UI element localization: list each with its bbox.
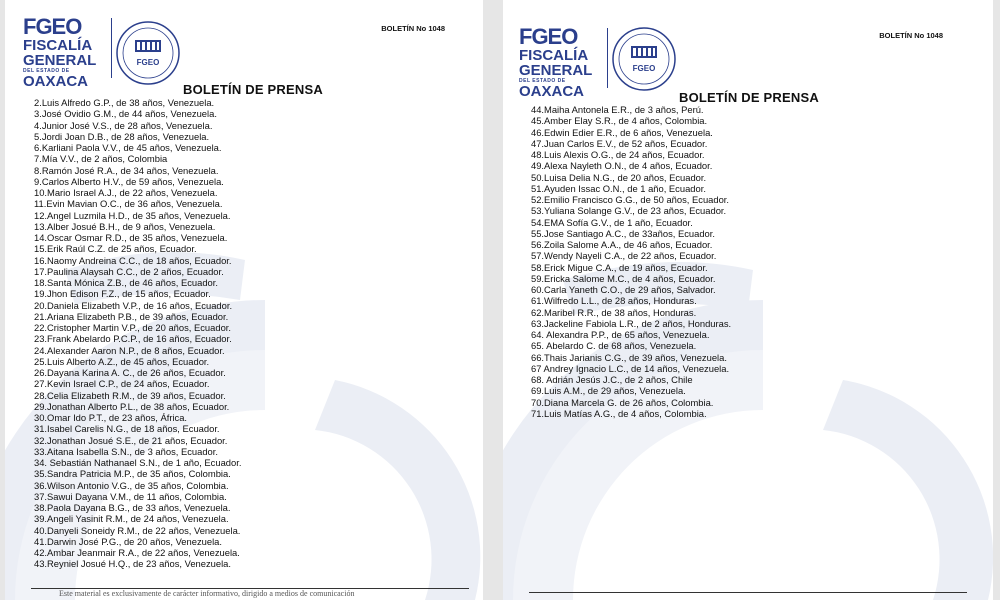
list-item: 68. Adrián Jesús J.C., de 2 años, Chile: [531, 374, 693, 385]
list-item: 22.Cristopher Martin V.P., de 20 años, Ecuador.: [34, 322, 231, 333]
document-page-left: [5, 0, 483, 600]
list-item: 49.Alexa Nayleth O.N., de 4 años, Ecuador.: [531, 160, 713, 172]
list-item: 23.Frank Abelardo P.C.P., de 16 años, Ecuador.: [34, 333, 232, 345]
list-item: 55.Jose Santiago A.C., de 33años, Ecuador.: [531, 227, 715, 239]
list-item: 34. Sebastián Nathanael S.N., de 1 año, Ecuador.: [34, 457, 242, 468]
list-item: 21.Ariana Elizabeth P.B., de 39 años, Ecuador.: [34, 310, 229, 322]
list-item: 59.Ericka Salome M.C., de 4 años, Ecuador.: [531, 272, 716, 284]
footer-divider: [529, 592, 967, 593]
list-item: 58.Erick Migue C.A., de 19 años, Ecuador.: [531, 261, 708, 273]
bulletin-number: BOLETÍN No 1048: [879, 31, 943, 40]
list-item: 18.Santa Mónica Z.B., de 46 años, Ecuador.: [34, 277, 218, 288]
list-item: 60.Carla Yaneth C.O., de 29 años, Salvador.: [531, 284, 716, 295]
logo-line-1: FISCALÍA: [519, 47, 589, 64]
logo-acronym: FGEO: [519, 24, 578, 49]
list-item: 61.Wilfredo L.L., de 28 años, Honduras.: [531, 295, 697, 307]
list-item: 30.Omar Ido P.T., de 23 años, África.: [34, 412, 188, 423]
list-item: 48.Luis Alexis O.G., de 24 años, Ecuador.: [531, 149, 705, 160]
list-item: 13.Alber Josué B.H., de 9 años, Venezuela.: [34, 220, 216, 232]
footer-disclaimer: Este material es exclusivamente de carácter informativo, dirigido a medios de comunicación: [59, 589, 355, 598]
list-item: 6.Karliani Paola V.V., de 45 años, Venezuela.: [34, 142, 222, 153]
list-item: 14.Oscar Osmar R.D., de 35 años, Venezuela.: [34, 232, 228, 243]
logo-wordmark: [23, 38, 96, 89]
logo-line-3: DEL ESTADO DE: [23, 68, 70, 74]
list-item: 27.Kevin Israel C.P., de 24 años, Ecuador.: [34, 378, 210, 390]
document-title: BOLETÍN DE PRENSA: [183, 82, 323, 97]
list-item: 12.Angel Luzmila H.D., de 35 años, Venezuela.: [34, 209, 231, 221]
list-item: 43.Reyniel Josué H.Q., de 23 años, Venezuela.: [34, 558, 232, 570]
list-item: 62.Maribel R.R., de 38 años, Honduras.: [531, 306, 697, 318]
logo-acronym: FGEO: [23, 14, 82, 39]
list-item: 39.Angeli Yasinit R.M., de 24 años, Venezuela.: [34, 513, 229, 525]
fgeo-logo: [519, 24, 679, 100]
seal-text: FGEO: [632, 64, 656, 73]
logo-line-4: OAXACA: [519, 83, 585, 100]
list-item: 41.Darwin José P.G., de 20 años, Venezuela.: [34, 535, 222, 547]
list-item: 11.Evin Mavian O.C., de 36 años, Venezuela.: [34, 198, 223, 210]
list-item: 26.Dayana Karina A. C., de 26 años, Ecuador.: [34, 367, 226, 378]
list-item: 46.Edwin Edier E.R., de 6 años, Venezuela.: [531, 126, 713, 138]
logo-wordmark: [519, 48, 592, 99]
list-item: 70.Diana Marcela G. de 26 años, Colombia.: [531, 396, 714, 408]
list-item: 35.Sandra Patricia M.P., de 35 años, Colombia.: [34, 468, 231, 480]
list-item: 7.Mía V.V., de 2 años, Colombia: [34, 153, 168, 165]
list-item: 38.Paola Dayana B.G., de 33 años, Venezuela.: [34, 502, 231, 513]
document-page-right: [503, 0, 993, 600]
list-item: 47.Juan Carlos E.V., de 52 años, Ecuador.: [531, 137, 708, 149]
list-item: 64. Alexandra P.P., de 65 años, Venezuela.: [531, 329, 710, 340]
list-item: 20.Daniela Elizabeth V.P., de 16 años, Ecuador.: [34, 299, 233, 311]
list-item: 8.Ramón José R.A., de 34 años, Venezuela.: [34, 164, 219, 176]
bulletin-number: BOLETÍN No 1048: [381, 24, 445, 33]
list-item: 42.Ambar Jeanmair R.A., de 22 años, Venezuela.: [34, 547, 240, 558]
list-item: 28.Celia Elizabeth R.M., de 39 años, Ecuador.: [34, 389, 226, 401]
logo-line-2: GENERAL: [23, 52, 97, 69]
list-item: 15.Erik Raúl C.Z. de 25 años, Ecuador.: [34, 243, 197, 255]
list-item: 2.Luis Alfredo G.P., de 38 años, Venezuela.: [34, 97, 215, 108]
list-item: 54.EMA Sofía G.V., de 1 año, Ecuador.: [531, 216, 693, 228]
document-title: BOLETÍN DE PRENSA: [679, 90, 819, 105]
official-seal-icon: [611, 26, 677, 92]
list-item: 33.Aitana Isabella S.N., de 3 años, Ecuador.: [34, 445, 218, 457]
list-item: 53.Yuliana Solange G.V., de 23 años, Ecuador.: [531, 205, 727, 217]
list-item: 71.Luis Matías A.G., de 4 años, Colombia.: [531, 407, 707, 419]
list-item: 45.Amber Elay S.R., de 4 años, Colombia.: [531, 115, 708, 127]
official-seal-icon: [115, 20, 181, 86]
list-item: 16.Naomy Andreina C.C., de 18 años, Ecuador.: [34, 254, 232, 266]
list-item: 40.Danyeli Soneidy R.M., de 22 años, Venezuela.: [34, 524, 241, 536]
list-item: 50.Luisa Delia N.G., de 20 años, Ecuador.: [531, 171, 707, 183]
list-item: 36.Wilson Antonio V.G., de 35 años, Colombia.: [34, 479, 229, 491]
list-item: 5.Jordi Joan D.B., de 28 años, Venezuela.: [34, 130, 210, 142]
logo-line-4: OAXACA: [23, 73, 89, 90]
fgeo-logo: [23, 14, 183, 90]
detainee-list-right: [531, 104, 986, 419]
list-item: 29.Jonathan Alberto P.L., de 38 años, Ecuador.: [34, 400, 230, 412]
list-item: 31.Isabel Carelis N.G., de 18 años, Ecuador.: [34, 423, 220, 435]
seal-text: FGEO: [136, 58, 160, 67]
list-item: 57.Wendy Nayeli C.A., de 22 años, Ecuador.: [531, 250, 717, 262]
list-item: 51.Ayuden Issac O.N., de 1 año, Ecuador.: [531, 182, 706, 194]
logo-line-1: FISCALÍA: [23, 37, 93, 54]
list-item: 3.José Ovidio G.M., de 44 años, Venezuela.: [34, 108, 217, 120]
list-item: 65. Abelardo C. de 68 años, Venezuela.: [531, 340, 697, 352]
list-item: 32.Jonathan Josué S.E., de 21 años, Ecuador.: [34, 434, 228, 446]
list-item: 52.Emilio Francisco G.G., de 50 años, Ecuador.: [531, 194, 730, 205]
list-item: 44.Maiha Antonela E.R., de 3 años, Perú.: [531, 104, 704, 115]
document-header: [5, 0, 483, 110]
document-header: [503, 0, 993, 110]
logo-line-2: GENERAL: [519, 62, 593, 79]
list-item: 19.Jhon Edison F.Z., de 15 años, Ecuador.: [34, 288, 211, 300]
list-item: 67 Andrey Ignacio L.C., de 14 años, Venezuela.: [531, 362, 730, 374]
logo-divider: [607, 28, 608, 88]
list-item: 56.Zoila Salome A.A., de 46 años, Ecuador.: [531, 239, 713, 250]
list-item: 24.Alexander Aaron N.P., de 8 años, Ecuador.: [34, 344, 225, 356]
logo-line-3: DEL ESTADO DE: [519, 78, 566, 84]
list-item: 69.Luis A.M., de 29 años, Venezuela.: [531, 385, 686, 397]
logo-divider: [111, 18, 112, 78]
list-item: 9.Carlos Alberto H.V., de 59 años, Venezuela.: [34, 175, 224, 187]
list-item: 17.Paulina Alaysah C.C., de 2 años, Ecuador.: [34, 265, 224, 277]
list-item: 37.Sawui Dayana V.M., de 11 años, Colombia.: [34, 490, 227, 502]
list-item: 10.Mario Israel A.J., de 22 años, Venezuela.: [34, 187, 218, 198]
list-item: 63.Jackeline Fabiola L.R., de 2 años, Honduras.: [531, 317, 732, 329]
list-item: 66.Thais Jarianis C.G., de 39 años, Venezuela.: [531, 351, 727, 363]
detainee-list-left: [34, 97, 474, 570]
list-item: 4.Junior José V.S., de 28 años, Venezuela.: [34, 119, 213, 131]
list-item: 25.Luis Alberto A.Z., de 45 años, Ecuador.: [34, 355, 210, 367]
